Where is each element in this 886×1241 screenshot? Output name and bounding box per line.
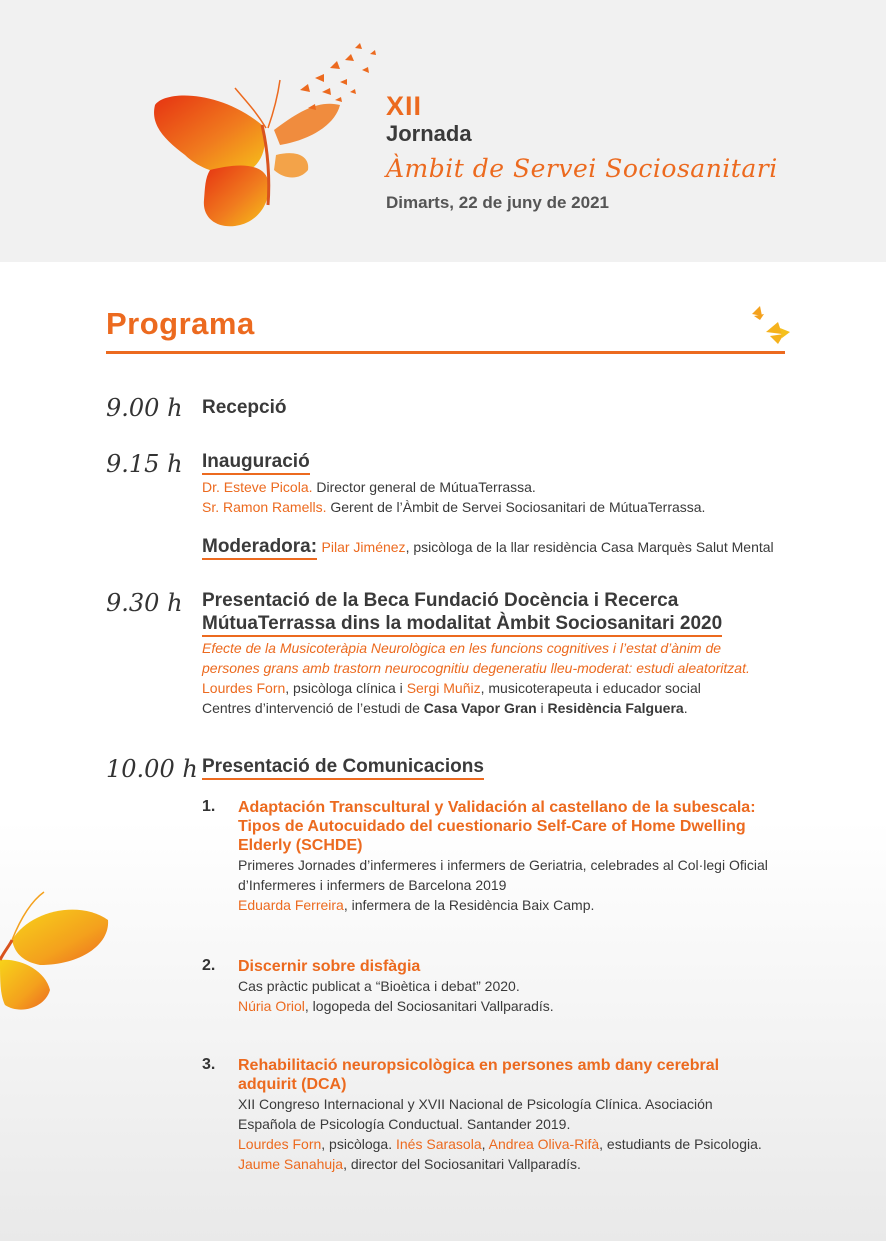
communication-title: Discernir sobre disfàgia (238, 958, 421, 975)
author-role: , estudiants de Psicologia. (599, 1136, 762, 1152)
communication-desc: d’Infermeres i infermers de Barcelona 2019 (238, 877, 507, 893)
communication-title: Rehabilitació neuropsicològica en persones amb dany cerebral (238, 1057, 720, 1074)
small-butterflies-icon (744, 302, 796, 352)
event-date: Dimarts, 22 de juny de 2021 (386, 193, 609, 212)
communication-desc: Primeres Jornades d’infermeres i infermers de Geriatria, celebrades al Col·legi Oficial (238, 857, 768, 873)
communication-title: Adaptación Transcultural y Validación al castellano de la subescala: (238, 799, 756, 816)
centres-conjunction: i (536, 700, 548, 716)
communication-title: Tipos de Autocuidado del cuestionario Self-Care of Home Dwelling (238, 818, 746, 835)
centres-line (202, 698, 802, 718)
speaker-name: Dr. Esteve Picola. (202, 479, 313, 495)
author-name: Jaume Sanahuja (238, 1156, 344, 1172)
centres-end: . (683, 700, 688, 716)
speaker-line (202, 497, 802, 517)
time-label: 9.00 h (106, 394, 183, 422)
study-title: persones grans amb trastorn neurocognitiu degeneratiu lleu-moderat: estudi aleatoritzat. (202, 660, 750, 676)
communication-number: 2. (202, 957, 216, 974)
authors-line (202, 678, 802, 698)
author-role: , logopeda del Sociosanitari Vallparadís. (304, 998, 554, 1014)
session-title-line: MútuaTerrassa dins la modalitat Àmbit Sociosanitari 2020 (202, 613, 722, 637)
communication-title: adquirit (DCA) (238, 1076, 347, 1093)
author-name: Lourdes Forn (202, 680, 286, 696)
authors-line (238, 1134, 792, 1154)
schedule-item-reception (202, 396, 802, 419)
session-title: Inauguració (202, 451, 310, 475)
author-role: , director del Sociosanitari Vallparadís. (343, 1156, 581, 1172)
event-name: Jornada (386, 121, 472, 146)
author-name: Eduarda Ferreira (238, 897, 344, 913)
page-title: Programa (106, 306, 255, 341)
session-title: Presentació de Comunicacions (202, 756, 484, 780)
schedule-item-grant (202, 589, 802, 718)
author-name: Sergi Muñiz (406, 680, 481, 696)
author-role: , psicòloga. (321, 1136, 396, 1152)
schedule-item-communications (202, 755, 802, 778)
moderator-label: Moderadora: (202, 536, 317, 560)
centre-name: Residència Falguera (547, 700, 684, 716)
communication-number: 3. (202, 1056, 216, 1073)
moderator-name: Pilar Jiménez (321, 539, 406, 555)
communication-number: 1. (202, 798, 216, 815)
communication-item (202, 957, 792, 1016)
communication-title: Elderly (SCHDE) (238, 837, 363, 854)
authors-line (238, 996, 792, 1016)
communication-desc: Española de Psicología Conductual. Santander 2019. (238, 1116, 571, 1132)
title-divider (106, 351, 785, 354)
speaker-role: Director general de MútuaTerrassa. (316, 479, 536, 495)
session-title: Recepció (202, 397, 287, 418)
author-role: , psicòloga clínica i (285, 680, 407, 696)
communication-item (202, 798, 792, 915)
centre-name: Casa Vapor Gran (423, 700, 537, 716)
authors-line (238, 1154, 792, 1174)
authors-line (238, 895, 792, 915)
communication-desc: XII Congreso Internacional y XVII Nacional de Psicología Clínica. Asociación (238, 1096, 713, 1112)
event-subtitle: Àmbit de Servei Sociosanitari (386, 154, 778, 183)
author-role: , infermera de la Residència Baix Camp. (343, 897, 595, 913)
time-label: 10.00 h (106, 755, 198, 783)
communication-item (202, 1056, 792, 1174)
author-name: Núria Oriol (238, 998, 305, 1014)
event-title-block (386, 92, 778, 213)
author-name: Inés Sarasola (396, 1136, 482, 1152)
moderator-line (202, 535, 802, 558)
side-butterfly-icon (0, 890, 112, 1018)
edition-number: XII (386, 91, 423, 121)
speaker-line (202, 477, 802, 497)
schedule-item-inauguration (202, 450, 802, 558)
author-name: Andrea Oliva-Rifà (488, 1136, 600, 1152)
speaker-role: Gerent de l’Àmbit de Servei Sociosanitari de MútuaTerrassa. (330, 499, 706, 515)
communication-desc: Cas pràctic publicat a “Bioètica i debat” 2020. (238, 978, 520, 994)
author-separator: , (481, 1136, 489, 1152)
time-label: 9.15 h (106, 450, 183, 478)
header-banner (0, 0, 886, 262)
study-title: Efecte de la Musicoteràpia Neurològica en les funcions cognitives i l’estat d’ànim de (202, 640, 722, 656)
centres-prefix: Centres d’intervenció de l’estudi de (202, 700, 424, 716)
author-name: Lourdes Forn (238, 1136, 322, 1152)
time-label: 9.30 h (106, 589, 183, 617)
session-title-line: Presentació de la Beca Fundació Docència i Recerca (202, 590, 679, 611)
speaker-name: Sr. Ramon Ramells. (202, 499, 327, 515)
author-role: , musicoterapeuta i educador social (480, 680, 701, 696)
butterfly-logo-icon (150, 30, 390, 245)
moderator-role: , psicòloga de la llar residència Casa Marquès Salut Mental (405, 539, 774, 555)
